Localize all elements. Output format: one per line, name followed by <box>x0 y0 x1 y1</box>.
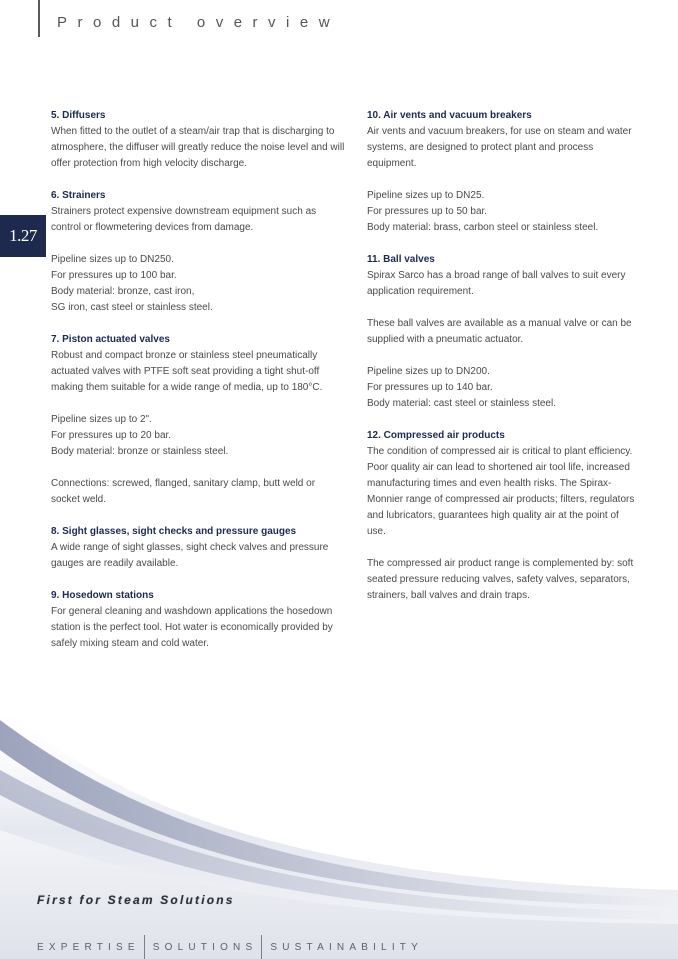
page-number: 1.27 <box>9 226 37 245</box>
section-paragraph: Strainers protect expensive downstream equipment such as control or flowmetering devices from damage. <box>51 206 317 233</box>
slogan: First for Steam Solutions <box>37 893 235 907</box>
section-paragraph: When fitted to the outlet of a steam/air trap that is discharging to atmosphere, the diffuser will greatly reduce the noise level and will offer protection from high velocity discharge. <box>51 126 345 169</box>
footer-divider <box>261 935 262 959</box>
section-diffusers <box>51 108 346 172</box>
page-number-tab <box>0 215 46 257</box>
section-heading: 9. Hosedown stations <box>51 590 154 601</box>
section-paragraph: Connections: screwed, flanged, sanitary clamp, butt weld or socket weld. <box>51 478 316 505</box>
section-paragraph: The compressed air product range is complemented by: soft seated pressure reducing valves, safety valves, separators, strainers, ball valves and drain traps. <box>367 558 634 601</box>
header-rule <box>38 0 40 37</box>
section-paragraph: Pipeline sizes up to DN200. For pressures up to 140 bar. Body material: cast steel or stainless steel. <box>367 366 556 409</box>
page-title: Product overview <box>57 14 341 31</box>
section-heading: 11. Ball valves <box>367 254 435 265</box>
section-paragraph: For general cleaning and washdown applications the hosedown station is the perfect tool. Hot water is economically provided by safely mixing steam and cold water. <box>51 606 333 649</box>
section-strainers <box>51 188 346 316</box>
section-air-vents <box>367 108 637 236</box>
section-paragraph: Spirax Sarco has a broad range of ball valves to suit every application requirement. <box>367 270 626 297</box>
section-sight-glasses <box>51 524 346 572</box>
section-compressed-air <box>367 428 637 604</box>
left-column <box>51 108 346 668</box>
footer-divider <box>144 935 145 959</box>
right-column <box>367 108 637 620</box>
section-heading: 6. Strainers <box>51 190 106 201</box>
footer <box>37 935 423 959</box>
footer-item-solutions: SOLUTIONS <box>152 941 258 953</box>
section-piston-valves <box>51 332 346 508</box>
section-heading: 12. Compressed air products <box>367 430 505 441</box>
section-heading: 7. Piston actuated valves <box>51 334 170 345</box>
section-heading: 5. Diffusers <box>51 110 106 121</box>
decorative-swoosh <box>0 680 678 959</box>
section-paragraph: These ball valves are available as a manual valve or can be supplied with a pneumatic actuator. <box>367 318 632 345</box>
section-hosedown <box>51 588 346 652</box>
section-paragraph: A wide range of sight glasses, sight check valves and pressure gauges are readily available. <box>51 542 329 569</box>
section-paragraph: Pipeline sizes up to 2". For pressures up to 20 bar. Body material: bronze or stainless steel. <box>51 414 229 457</box>
section-paragraph: Robust and compact bronze or stainless steel pneumatically actuated valves with PTFE soft seat providing a tight shut-off making them suitable for a wide range of media, up to 180°C. <box>51 350 323 393</box>
section-paragraph: Pipeline sizes up to DN25. For pressures up to 50 bar. Body material: brass, carbon steel or stainless steel. <box>367 190 599 233</box>
section-ball-valves <box>367 252 637 412</box>
section-paragraph: Pipeline sizes up to DN250. For pressures up to 100 bar. Body material: bronze, cast iron, SG iron, cast steel or stainless steel. <box>51 254 213 313</box>
footer-item-sustainability: SUSTAINABILITY <box>270 941 423 953</box>
section-paragraph: The condition of compressed air is critical to plant efficiency. Poor quality air can lead to shortened air tool life, increased manufacturing times and even health risks. The Spirax-Monnier range of compressed air products; filters, regulators and lubricators, guarantees high quality air at the point of use. <box>367 446 635 537</box>
section-heading: 10. Air vents and vacuum breakers <box>367 110 532 121</box>
section-paragraph: Air vents and vacuum breakers, for use on steam and water systems, are designed to protect plant and process equipment. <box>367 126 632 169</box>
footer-item-expertise: EXPERTISE <box>37 941 140 953</box>
section-heading: 8. Sight glasses, sight checks and pressure gauges <box>51 526 297 537</box>
